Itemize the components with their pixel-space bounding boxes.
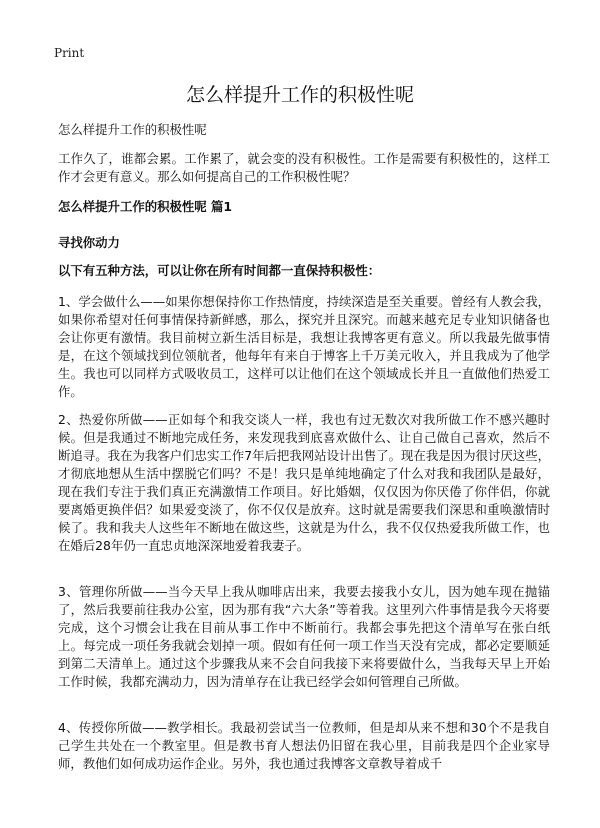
- page-title: 怎么样提升工作的积极性呢: [185, 84, 414, 106]
- intro-paragraph: 工作久了，谁都会累。工作累了，就会变的没有积极性。工作是需要有积极性的，这样工作才会更有意义。那么如何提高自己的工作积极性呢？: [58, 151, 550, 184]
- section-heading: 寻找你动力: [58, 235, 120, 250]
- body-paragraph-3: 3、管理你所做——当今天早上我从咖啡店出来，我要去接我小女儿，因为她车现在抛锚了，然后我要前往我办公室，因为那有我“六大条”等着我。这里列六件事情是我今天将要完成，这个习惯会让我在目前从事工作中不断前行。我都会事先把这个清单写在张白纸上。每完成一项任务我就会划掉一项。假如有任何一项工作当天没有完成，都必定要顺延到第二天清单上。通过这个步骤我从来不会自问我接下来将要做什么，当我每天早上开始工作时候，我都充满动力，因为清单存在让我已经学会如何管理自己所做。: [58, 584, 550, 689]
- print-link[interactable]: Print: [54, 46, 85, 60]
- body-paragraph-1: 1、学会做什么——如果你想保持你工作热情度，持续深造是至关重要。曾经有人教会我，如果你希望对任何事情保持新鲜感，那么，探究并且深究。而越来越充足专业知识储备也会让你更有激情。我目前树立新生活目标是，我想让我博客更有意义。所以我最先做事情是，在这个领域找到位领航者，他每年有来自于博客上千万美元收入，并且我成为了他学生。我也可以同样方式吸收员工，这样可以让他们在这个领域成长并且一直做他们热爱工作。: [58, 294, 550, 399]
- document-subtitle: 怎么样提升工作的积极性呢: [58, 122, 207, 137]
- body-paragraph-2: 2、热爱你所做——正如每个和我交谈人一样，我也有过无数次对我所做工作不感兴趣时候。但是我通过不断地完成任务，来发现我到底喜欢做什么、让自己做自己喜欢，然后不断追寻。我在为我客户们忠实工作7年后把我网站设计出售了。现在我是因为很讨厌这些，才彻底地想从生活中摆脱它们吗？不是！我只是单纯地确定了什么对我和我团队是最好，现在我们专注于我们真正充满激情工作项目。好比婚姻，仅仅因为你厌倦了你伴侣，你就要离婚更换伴侣？如果爱变淡了，你不仅仅是放弃。这时就是需要我们深思和重唤激情时候了。我和我夫人这些年不断地在做这些，这就是为什么，我不仅仅热爱我所做工作，也在婚后28年仍一直忠贞地深深地爱着我妻子。: [58, 412, 550, 553]
- article-title: 怎么样提升工作的积极性呢 篇1: [58, 199, 233, 214]
- body-paragraph-4: 4、传授你所做——教学相长。我最初尝试当一位教师，但是却从来不想和30个不是我自己学生共处在一个教室里。但是教书育人想法仍旧留在我心里，目前我是四个企业家导师，教他们如何成功运作企业。另外，我也通过我博客文章教导着成千: [58, 720, 550, 771]
- lead-paragraph: 以下有五种方法，可以让你在所有时间都一直保持积极性：: [58, 263, 381, 278]
